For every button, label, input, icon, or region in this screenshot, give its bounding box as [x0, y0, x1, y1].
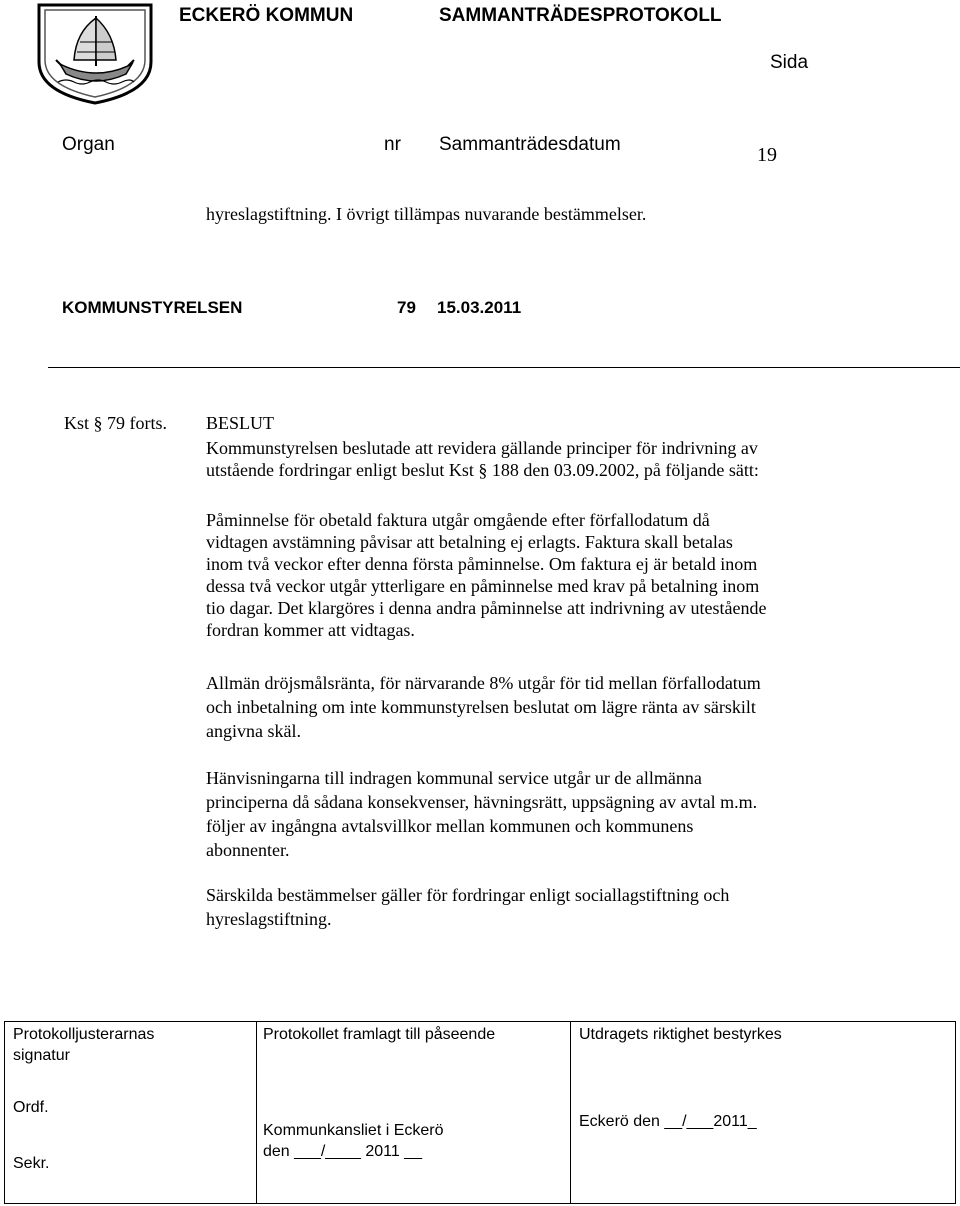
text-line: hyreslagstiftning.: [206, 909, 332, 929]
page-number: 19: [757, 144, 777, 166]
text-line: Allmän dröjsmålsränta, för närvarande 8% utgår för tid mellan förfallodatum: [206, 673, 761, 693]
certified-title: Utdragets riktighet bestyrkes: [579, 1026, 782, 1043]
text-line: Särskilda bestämmelser gäller för fordringar enligt sociallagstiftning och: [206, 885, 730, 905]
paragraph-references: [206, 766, 846, 862]
meeting-nr: 79: [397, 298, 416, 317]
paragraph-special: [206, 883, 846, 931]
text-line: dessa två veckor utgår ytterligare en påminnelse med krav på betalning inom: [206, 576, 760, 596]
signers-title-line: Protokolljusterarnas: [13, 1026, 155, 1043]
paragraph-interest: [206, 671, 846, 743]
text-line: Påminnelse för obetald faktura utgår omgående efter förfallodatum då: [206, 510, 710, 530]
text-line: vidtagen avstämning påvisar att betalning ej erlagts. Faktura skall betalas: [206, 532, 733, 552]
text-line: tio dagar. Det klargöres i denna andra påminnelse att indrivning av utestående: [206, 598, 767, 618]
text-line: inom två veckor efter denna första påminnelse. Om faktura ej är betald inom: [206, 554, 758, 574]
text-line: principerna då sådana konsekvenser, hävningsrätt, uppsägning av avtal m.m.: [206, 792, 758, 812]
text-line: Hänvisningarna till indragen kommunal service utgår ur de allmänna: [206, 768, 702, 788]
column-divider: [570, 1022, 571, 1203]
displayed-date: den ___/____ 2011 __: [263, 1143, 422, 1160]
signers-title: [13, 1024, 154, 1066]
certified-date: Eckerö den __/___2011_: [579, 1113, 757, 1130]
nr-label: nr: [384, 134, 401, 155]
meeting-date: 15.03.2011: [437, 298, 522, 317]
text-line: och inbetalning om inte kommunstyrelsen beslutat om lägre ränta av särskilt: [206, 697, 756, 717]
organ-label: Organ: [62, 134, 115, 155]
decision-line: utstående fordringar enligt beslut Kst § 188 den 03.09.2002, på följande sätt:: [206, 460, 759, 480]
text-line: fordran kommer att vidtagas.: [206, 620, 415, 640]
displayed-place: Kommunkansliet i Eckerö: [263, 1122, 444, 1139]
signers-title-line: signatur: [13, 1047, 70, 1064]
page-label: Sida: [770, 52, 809, 73]
signature-table: [4, 1021, 956, 1204]
text-line: angivna skäl.: [206, 721, 301, 741]
chair-label: Ordf.: [13, 1099, 49, 1116]
paragraph-reminder: [206, 509, 846, 641]
document-type: SAMMANTRÄDESPROTOKOLL: [439, 5, 722, 26]
intro-line: hyreslagstiftning. I övrigt tillämpas nuvarande bestämmelser.: [206, 204, 647, 224]
decision-heading: BESLUT: [206, 413, 275, 433]
coat-of-arms-logo: [36, 2, 154, 106]
ship-shield-icon: [36, 2, 154, 106]
date-label: Sammanträdesdatum: [439, 134, 621, 155]
horizontal-rule: [48, 367, 960, 368]
section-ref: Kst § 79 forts.: [64, 413, 167, 433]
meeting-organ: KOMMUNSTYRELSEN: [62, 298, 243, 317]
displayed-title: Protokollet framlagt till påseende: [263, 1026, 496, 1043]
text-line: abonnenter.: [206, 840, 290, 860]
municipality-name: ECKERÖ KOMMUN: [179, 5, 354, 26]
text-line: följer av ingångna avtalsvillkor mellan kommunen och kommunens: [206, 816, 694, 836]
decision-text: [206, 437, 846, 481]
column-divider: [256, 1022, 257, 1203]
decision-line: Kommunstyrelsen beslutade att revidera gällande principer för indrivning av: [206, 438, 758, 458]
secretary-label: Sekr.: [13, 1155, 50, 1172]
